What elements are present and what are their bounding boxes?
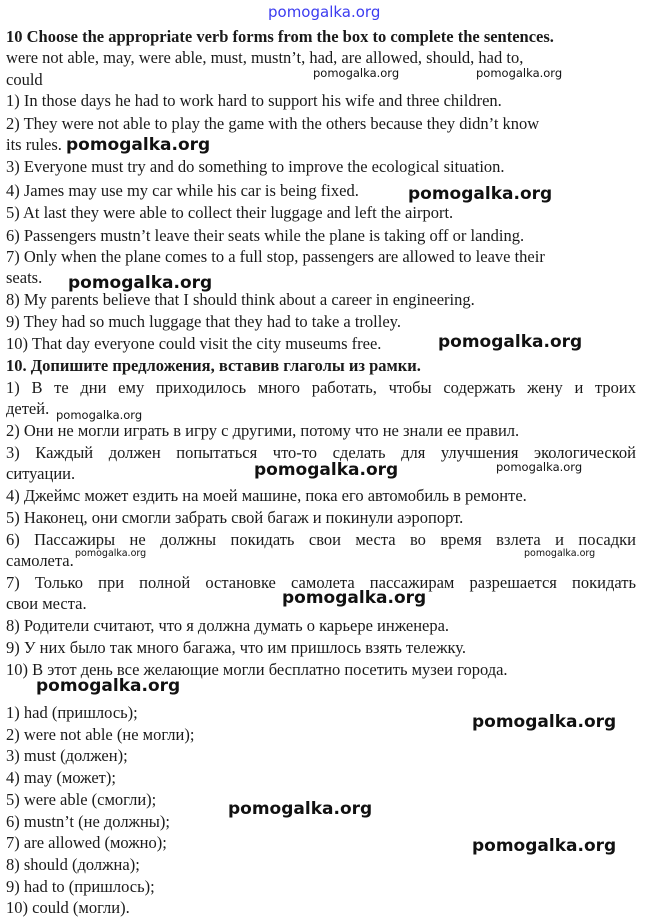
exercise-heading-russian: 10. Допишите предложения, вставив глаголы из рамки. xyxy=(6,356,421,375)
russian-sentence: 4) Джеймс может ездить на моей машине, пока его автомобиль в ремонте. xyxy=(6,486,527,505)
english-sentence: 6) Passengers mustn’t leave their seats while the plane is taking off or landing. xyxy=(6,226,525,245)
russian-sentence: самолета. xyxy=(6,551,74,570)
watermark: pomogalka.org xyxy=(408,184,553,204)
watermark: pomogalka.org xyxy=(313,66,400,80)
watermark: pomogalka.org xyxy=(36,676,181,696)
russian-sentence: ситуации. xyxy=(6,464,76,483)
russian-sentence: свои места. xyxy=(6,594,87,613)
verb-box-line: could xyxy=(6,70,43,89)
answer-item: 4) may (может); xyxy=(6,768,116,787)
watermark: pomogalka.org xyxy=(282,588,427,608)
russian-sentence: 6) Пассажиры не должны покидать свои места во время взлета и посадки xyxy=(6,530,636,549)
russian-sentence: 5) Наконец, они смогли забрать свой багаж и покинули аэропорт. xyxy=(6,508,464,527)
answer-item: 7) are allowed (можно); xyxy=(6,833,167,852)
watermark: pomogalka.org xyxy=(524,548,596,559)
watermark: pomogalka.org xyxy=(254,460,399,480)
english-sentence: 7) Only when the plane comes to a full stop, passengers are allowed to leave their xyxy=(6,247,545,266)
russian-sentence: детей. xyxy=(6,399,50,418)
english-sentence: 9) They had so much luggage that they had to take a trolley. xyxy=(6,312,401,331)
russian-sentence: 10) В этот день все желающие могли бесплатно посетить музеи города. xyxy=(6,660,508,679)
answer-item: 1) had (пришлось); xyxy=(6,703,138,722)
verb-box-line: were not able, may, were able, must, mustn’t, had, are allowed, should, had to, xyxy=(6,48,524,67)
answer-item: 10) could (могли). xyxy=(6,898,130,917)
watermark: pomogalka.org xyxy=(472,836,617,856)
answer-item: 2) were not able (не могли); xyxy=(6,725,195,744)
watermark: pomogalka.org xyxy=(66,135,211,155)
watermark: pomogalka.org xyxy=(268,3,381,21)
english-sentence: 1) In those days he had to work hard to support his wife and three children. xyxy=(6,91,502,110)
exercise-heading-english: 10 Choose the appropriate verb forms from the box to complete the sentences. xyxy=(6,27,554,46)
russian-sentence: 9) У них было так много багажа, что им пришлось взять тележку. xyxy=(6,638,467,657)
english-sentence: its rules. xyxy=(6,135,62,154)
answer-item: 3) must (должен); xyxy=(6,746,128,765)
watermark: pomogalka.org xyxy=(476,66,563,80)
russian-sentence: 2) Они не могли играть в игру с другими, потому что не знали ее правил. xyxy=(6,421,520,440)
english-sentence: seats. xyxy=(6,268,43,287)
answer-item: 5) were able (смогли); xyxy=(6,790,157,809)
watermark: pomogalka.org xyxy=(438,332,583,352)
russian-sentence: 3) Каждый должен попытаться что-то сделать для улучшения экологической xyxy=(6,443,636,462)
watermark: pomogalka.org xyxy=(496,460,583,474)
watermark: pomogalka.org xyxy=(68,273,213,293)
english-sentence: 4) James may use my car while his car is being fixed. xyxy=(6,181,359,200)
russian-sentence: 8) Родители считают, что я должна думать о карьере инженера. xyxy=(6,616,450,635)
russian-sentence: 7) Только при полной остановке самолета пассажирам разрешается покидать xyxy=(6,573,636,592)
watermark: pomogalka.org xyxy=(472,712,617,732)
english-sentence: 10) That day everyone could visit the city museums free. xyxy=(6,334,382,353)
answer-item: 8) should (должна); xyxy=(6,855,140,874)
english-sentence: 2) They were not able to play the game with the others because they didn’t know xyxy=(6,114,540,133)
answer-item: 6) mustn’t (не должны); xyxy=(6,812,170,831)
watermark: pomogalka.org xyxy=(75,548,147,559)
russian-sentence: 1) В те дни ему приходилось много работать, чтобы содержать жену и троих xyxy=(6,378,636,397)
english-sentence: 5) At last they were able to collect their luggage and left the airport. xyxy=(6,203,454,222)
english-sentence: 8) My parents believe that I should think about a career in engineering. xyxy=(6,290,475,309)
answer-item: 9) had to (пришлось); xyxy=(6,877,155,896)
watermark: pomogalka.org xyxy=(56,408,143,422)
watermark: pomogalka.org xyxy=(228,799,373,819)
english-sentence: 3) Everyone must try and do something to improve the ecological situation. xyxy=(6,157,505,176)
